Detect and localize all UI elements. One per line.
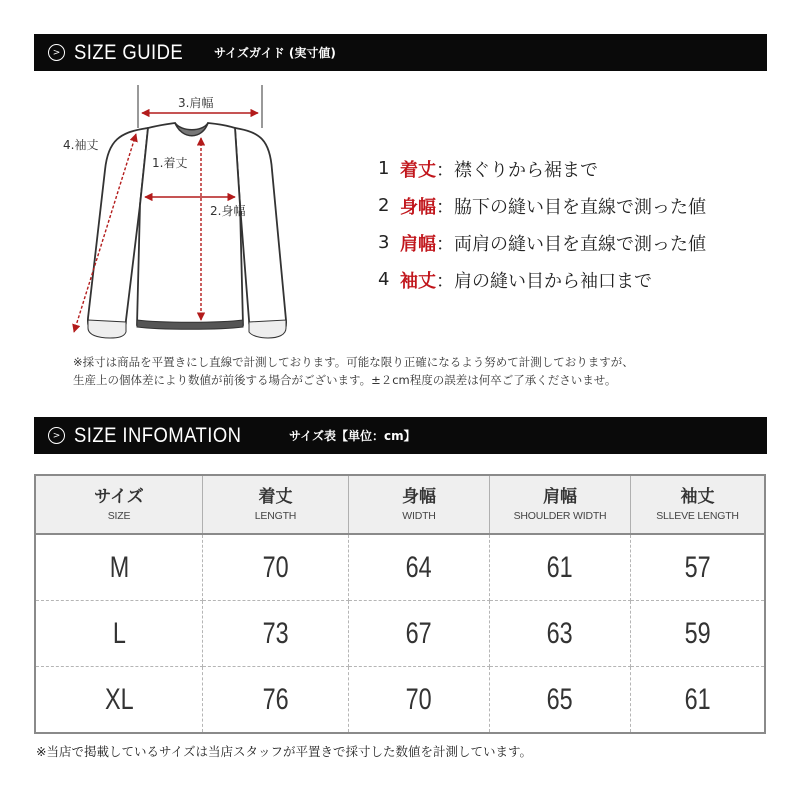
cell-sleeve: 57: [631, 534, 766, 601]
length-label: 1.着丈: [152, 156, 188, 170]
cell-width: 64: [349, 534, 490, 601]
table-header-row: [35, 475, 765, 534]
cell-length: 73: [203, 601, 349, 667]
size-info-title: SIZE INFOMATION: [74, 423, 242, 447]
size-guide-subtitle: サイズガイド (実寸値): [214, 46, 336, 60]
cell-sleeve: 61: [684, 682, 711, 716]
cell-shoulder: 63: [490, 601, 631, 667]
cell-size: XL: [35, 667, 203, 734]
header-size: サイズ SIZE: [35, 475, 203, 534]
cell-length: 70: [203, 534, 349, 601]
chevron-right-icon: >: [48, 427, 65, 444]
table-row: [35, 601, 765, 667]
size-info-subtitle: サイズ表【単位：cm】: [289, 429, 416, 443]
header-width: 身幅 WIDTH: [349, 475, 490, 534]
sleeve-label: 4.袖丈: [63, 138, 99, 152]
table-row: [35, 667, 765, 734]
cell-shoulder: 61: [490, 534, 631, 601]
shoulder-label: 3.肩幅: [178, 96, 214, 110]
chevron-right-icon: >: [48, 44, 65, 61]
cell-size: L: [35, 601, 203, 667]
cell-length: 76: [203, 667, 349, 734]
header-sleeve-length: 袖丈 SLLEVE LENGTH: [631, 475, 766, 534]
size-guide-banner: [34, 34, 767, 71]
size-table: [34, 474, 766, 734]
footer-note: ※当店で掲載しているサイズは当店スタッフが平置きで採寸した数値を計測しています。: [36, 744, 532, 759]
measure-item-length: 1 着丈 ：襟ぐりから裾まで: [378, 158, 598, 181]
body-shape: [137, 123, 246, 327]
size-guide-title: SIZE GUIDE: [74, 40, 184, 64]
measure-item-width: 2 身幅 ：脇下の縫い目を直線で測った値: [378, 195, 706, 218]
measurement-note: ※採寸は商品を平置きにし直線で計測しております。可能な限り正確になるよう努めて計測しておりますが、 生産上の個体差により数値が前後する場合がございます。±２cm程度の誤差は何卒ご了承くださいませ。: [73, 355, 634, 387]
measure-item-shoulder: 3 肩幅 ：両肩の縫い目を直線で測った値: [378, 232, 706, 255]
measure-item-sleeve: 4 袖丈 ：肩の縫い目から袖口まで: [378, 269, 652, 292]
size-info-banner: [34, 417, 767, 454]
width-label: 2.身幅: [210, 204, 246, 218]
cell-sleeve: 59: [631, 601, 766, 667]
cell-shoulder: 65: [490, 667, 631, 734]
header-shoulder-width: 肩幅 SHOULDER WIDTH: [490, 475, 631, 534]
tshirt-diagram: [60, 80, 320, 350]
cell-width: 70: [349, 667, 490, 734]
measurement-definitions: [378, 150, 706, 298]
table-row: [35, 534, 765, 601]
cell-size: M: [35, 534, 203, 601]
header-length: 着丈 LENGTH: [203, 475, 349, 534]
cell-width: 67: [349, 601, 490, 667]
